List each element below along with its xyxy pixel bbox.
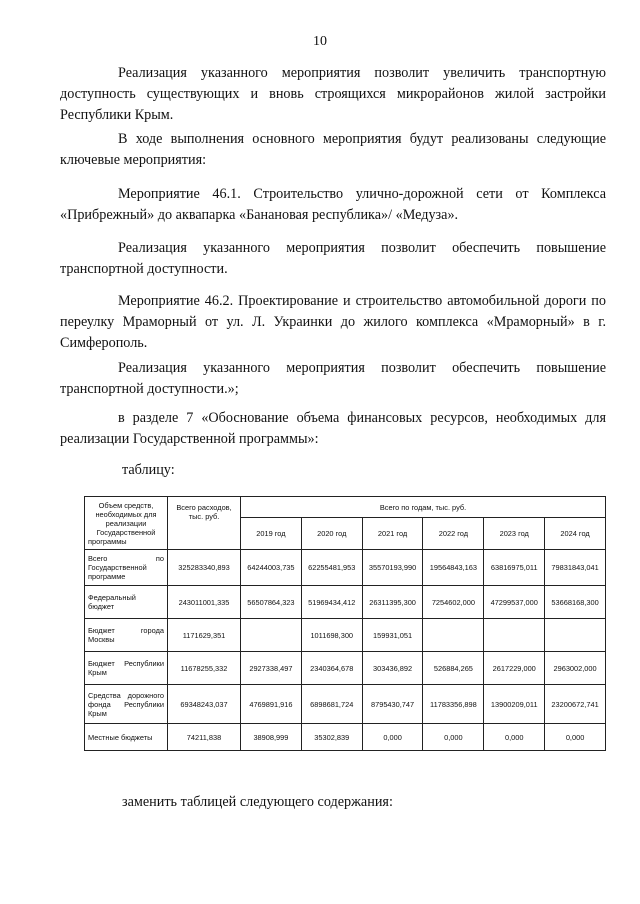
- row-label: Всего по Государственной программе: [85, 550, 168, 586]
- row-label: Местные бюджеты: [85, 724, 168, 751]
- row-total: 69348243,037: [168, 685, 241, 724]
- row-value: 62255481,953: [301, 550, 362, 586]
- paragraph-section-7: в разделе 7 «Обоснование объема финансовых ресурсов, необходимых для реализации Государственной программы»:: [60, 410, 606, 447]
- paragraph-measure-46-1-effect: Реализация указанного мероприятия позволит обеспечить повышение транспортной доступности.: [60, 240, 606, 277]
- table-header-row: [85, 497, 606, 518]
- row-value: 23200672,741: [545, 685, 606, 724]
- row-value: [423, 619, 484, 652]
- paragraph-key-measures: В ходе выполнения основного мероприятия будут реализованы следующие ключевые мероприятия:: [60, 131, 606, 168]
- header-year: 2019 год: [241, 518, 302, 550]
- row-value: [241, 619, 302, 652]
- paragraph-measure-46-2: Мероприятие 46.2. Проектирование и строительство автомобильной дороги по переулку Мраморный от ул. Л. Украинки до жилого комплекса «Мраморный» в г. Симферополь.: [60, 293, 606, 351]
- row-value: 159931,051: [362, 619, 423, 652]
- row-label: Бюджет города Москвы: [85, 619, 168, 652]
- row-value: 13900209,011: [484, 685, 545, 724]
- row-value: 526884,265: [423, 652, 484, 685]
- table-row: [85, 550, 606, 586]
- line-table-label: таблицу:: [122, 462, 175, 478]
- table-row: [85, 619, 606, 652]
- row-total: 74211,838: [168, 724, 241, 751]
- row-value: 47299537,000: [484, 586, 545, 619]
- row-value: 35302,839: [301, 724, 362, 751]
- row-value: 8795430,747: [362, 685, 423, 724]
- header-year: 2023 год: [484, 518, 545, 550]
- page-number: 10: [313, 34, 327, 49]
- header-year: 2020 год: [301, 518, 362, 550]
- row-value: 51969434,412: [301, 586, 362, 619]
- row-value: 26311395,300: [362, 586, 423, 619]
- header-total: Всего расходов, тыс. руб.: [168, 497, 241, 550]
- row-value: 2340364,678: [301, 652, 362, 685]
- table-row: [85, 724, 606, 751]
- row-value: 79831843,041: [545, 550, 606, 586]
- line-replace-label: заменить таблицей следующего содержания:: [122, 794, 393, 810]
- row-value: 35570193,990: [362, 550, 423, 586]
- row-value: 11783356,898: [423, 685, 484, 724]
- header-year: 2021 год: [362, 518, 423, 550]
- row-value: 2927338,497: [241, 652, 302, 685]
- row-value: 7254602,000: [423, 586, 484, 619]
- paragraph-measure-46-1: Мероприятие 46.1. Строительство улично-дорожной сети от Комплекса «Прибрежный» до аквапарка «Банановая республика»/ «Медуза».: [60, 186, 606, 223]
- table-row: [85, 586, 606, 619]
- row-value: [545, 619, 606, 652]
- row-label: Федеральный бюджет: [85, 586, 168, 619]
- row-value: 303436,892: [362, 652, 423, 685]
- row-value: 2617229,000: [484, 652, 545, 685]
- table-row: [85, 652, 606, 685]
- row-label: Бюджет Республики Крым: [85, 652, 168, 685]
- row-value: 63816975,011: [484, 550, 545, 586]
- table-row: [85, 685, 606, 724]
- row-value: 64244003,735: [241, 550, 302, 586]
- row-total: 325283340,893: [168, 550, 241, 586]
- row-value: 0,000: [484, 724, 545, 751]
- header-source: Объем средств, необходимых для реализации Государственной программы: [85, 497, 168, 550]
- row-value: [484, 619, 545, 652]
- row-label: Средства дорожного фонда Республики Крым: [85, 685, 168, 724]
- row-value: 0,000: [423, 724, 484, 751]
- paragraph-transport-accessibility: Реализация указанного мероприятия позволит увеличить транспортную доступность существующих и вновь строящихся микрорайонов жилой застройки Республики Крым.: [60, 65, 606, 123]
- row-value: 4769891,916: [241, 685, 302, 724]
- financial-table: [84, 496, 606, 751]
- row-total: 1171629,351: [168, 619, 241, 652]
- row-value: 6898681,724: [301, 685, 362, 724]
- paragraph-measure-46-2-effect: Реализация указанного мероприятия позволит обеспечить повышение транспортной доступности.»;: [60, 360, 606, 397]
- row-value: 53668168,300: [545, 586, 606, 619]
- row-value: 19564843,163: [423, 550, 484, 586]
- header-year: 2022 год: [423, 518, 484, 550]
- row-value: 1011698,300: [301, 619, 362, 652]
- row-value: 0,000: [362, 724, 423, 751]
- row-value: 2963002,000: [545, 652, 606, 685]
- row-value: 38908,999: [241, 724, 302, 751]
- header-year: 2024 год: [545, 518, 606, 550]
- row-total: 11678255,332: [168, 652, 241, 685]
- row-total: 243011001,335: [168, 586, 241, 619]
- row-value: 56507864,323: [241, 586, 302, 619]
- header-years-group: Всего по годам, тыс. руб.: [241, 497, 606, 518]
- row-value: 0,000: [545, 724, 606, 751]
